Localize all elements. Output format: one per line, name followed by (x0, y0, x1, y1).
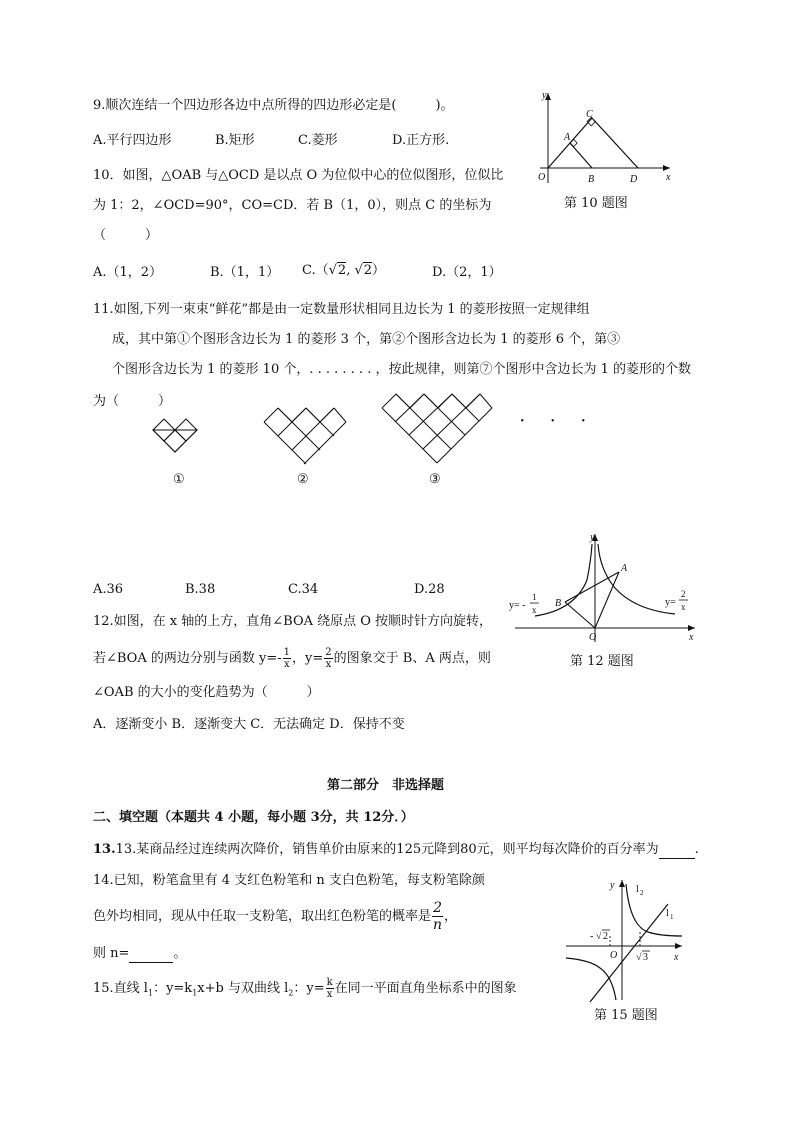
q15-fig-l1: l (666, 908, 669, 919)
q12-fig-left-den: x (532, 605, 537, 615)
q12-figure (505, 530, 700, 645)
q15-fig-neg-root: - (590, 931, 594, 942)
q11-label-2: ② (297, 472, 309, 487)
q10-fig-d: D (630, 174, 638, 185)
q10-fig-c: C (586, 109, 593, 120)
q15-line1: 15.直线 $l_1$：$y=k_1x+b$ 与双曲线 $l_2$：y= $\frac{k}{x}$ 在同一平面直角坐标系中的图象 (93, 977, 517, 1000)
q15-fig-y: y (610, 880, 615, 891)
q12-options: A．逐渐变小 B．逐渐变大 C．无法确定 D．保持不变 (93, 717, 405, 732)
q11-ellipsis: · · · (520, 414, 586, 429)
q10-fig-a: A (564, 132, 571, 143)
q11-option-c: C.34 (288, 582, 319, 597)
q11-line4: 为（ ） (93, 394, 172, 409)
q10-fig-o: O (538, 172, 546, 183)
q10-figure (530, 88, 680, 188)
svg-text:2: 2 (640, 889, 644, 897)
q12-fig-right-fn: y= (665, 597, 676, 608)
q14-line3: 则 n= 。 (93, 946, 187, 961)
q10-option-b: B.（1，1） (210, 265, 280, 280)
q9-option-a: A.平行四边形 (93, 133, 172, 148)
section-title: 第二部分 非选择题 (327, 778, 445, 793)
q12-line3: ∠OAB 的大小的变化趋势为（ ） (93, 685, 320, 700)
q11-figure-1 (150, 410, 200, 470)
q12-fig-right-num: 2 (681, 589, 686, 599)
q12-fig-left-fn: y= - (509, 600, 526, 611)
q14-line1: 14.已知，粉笔盒里有 4 支红色粉笔和 n 支白色粉笔，每支粉笔除颜 (93, 873, 485, 888)
q14-line2: 色外均相同，现从中任取一支粉笔，取出红色粉笔的概率是 $\frac{2}{n}$ ， (93, 900, 458, 933)
q12-fig-o: O (589, 632, 597, 643)
q9-stem: 9.顺次连结一个四边形各边中点所得的四边形必定是( )。 (93, 98, 454, 113)
svg-text:2: 2 (603, 931, 608, 942)
svg-text:1: 1 (670, 913, 674, 921)
q11-option-d: D.28 (414, 582, 445, 597)
q11-line3: 个图形含边长为 1 的菱形 10 个，. . . . . . . . ，按此规律，则第⑦个图形中含边长为 1 的菱形的个数 (112, 362, 691, 377)
q15-figure-caption: 第 15 题图 (594, 1008, 658, 1023)
q12-fig-left-num: 1 (532, 592, 537, 602)
q10-line2: 为 1：2，∠OCD=90°，CO=CD．若 B（1，0），则点 C 的坐标为 (93, 198, 492, 213)
q15-figure (560, 876, 690, 1004)
q12-fig-right-den: x (681, 602, 686, 612)
q10-option-c: C.（√2, √2） (302, 263, 386, 278)
svg-text:√: √ (596, 931, 602, 942)
q11-figure-2 (262, 398, 348, 470)
q12-line2: 若∠BOA 的两边分别与函数 y=- $\frac{1}{x}$ ，y= $\frac{2}{x}$ 的图象交于 B、A 两点，则 (93, 647, 491, 670)
q9-option-d: D.正方形. (392, 133, 450, 148)
q11-line1: 11.如图,下列一束束“鲜花”都是由一定数量形状相同且边长为 1 的菱形按照一定规律组 (93, 302, 590, 317)
q12-line1: 12.如图，在 x 轴的上方，直角∠BOA 绕原点 O 按顺时针方向旋转， (93, 614, 493, 629)
q10-fig-x: x (666, 172, 671, 183)
q12-figure-caption: 第 12 题图 (570, 654, 634, 669)
q10-figure-caption: 第 10 题图 (564, 196, 628, 211)
q10-line1: 10．如图，△OAB 与△OCD 是以点 O 为位似中心的位似图形，位似比 (93, 168, 504, 183)
part2-heading: 二、填空题（本题共 4 小题，每小题 3分，共 12分．） (93, 810, 414, 825)
q10-option-d: D.（2，1） (432, 265, 502, 280)
q9-option-b: B.矩形 (215, 133, 255, 148)
q12-fig-a: A (621, 563, 628, 574)
svg-text:√: √ (636, 952, 642, 963)
q13-text: 13.13.某商品经过连续两次降价，销售单价由原来的125元降到80元，则平均每次降价的百分率为 . (93, 842, 699, 857)
q15-fig-o: O (610, 950, 618, 961)
q12-fig-x: x (689, 632, 694, 643)
q11-label-3: ③ (429, 472, 441, 487)
q15-fig-x: x (674, 952, 679, 963)
q10-fig-b: B (588, 174, 595, 185)
q15-fig-l2: l (636, 884, 639, 895)
q12-fig-y: y (590, 532, 595, 543)
q11-line2: 成，其中第①个图形含边长为 1 的菱形 3 个，第②个图形含边长为 1 的菱形 6 个，第③ (112, 332, 621, 347)
q10-fig-y: y (542, 90, 547, 101)
q10-option-a: A.（1，2） (93, 265, 163, 280)
q11-option-b: B.38 (185, 582, 216, 597)
q11-label-1: ① (173, 472, 185, 487)
q12-fig-b: B (555, 598, 562, 609)
q15-fig-pos-root: 3 (643, 952, 648, 963)
q11-option-a: A.36 (93, 582, 124, 597)
q9-option-c: C.菱形 (298, 133, 338, 148)
q11-figure-3 (380, 380, 494, 470)
q10-paren: （ ） (93, 228, 159, 243)
